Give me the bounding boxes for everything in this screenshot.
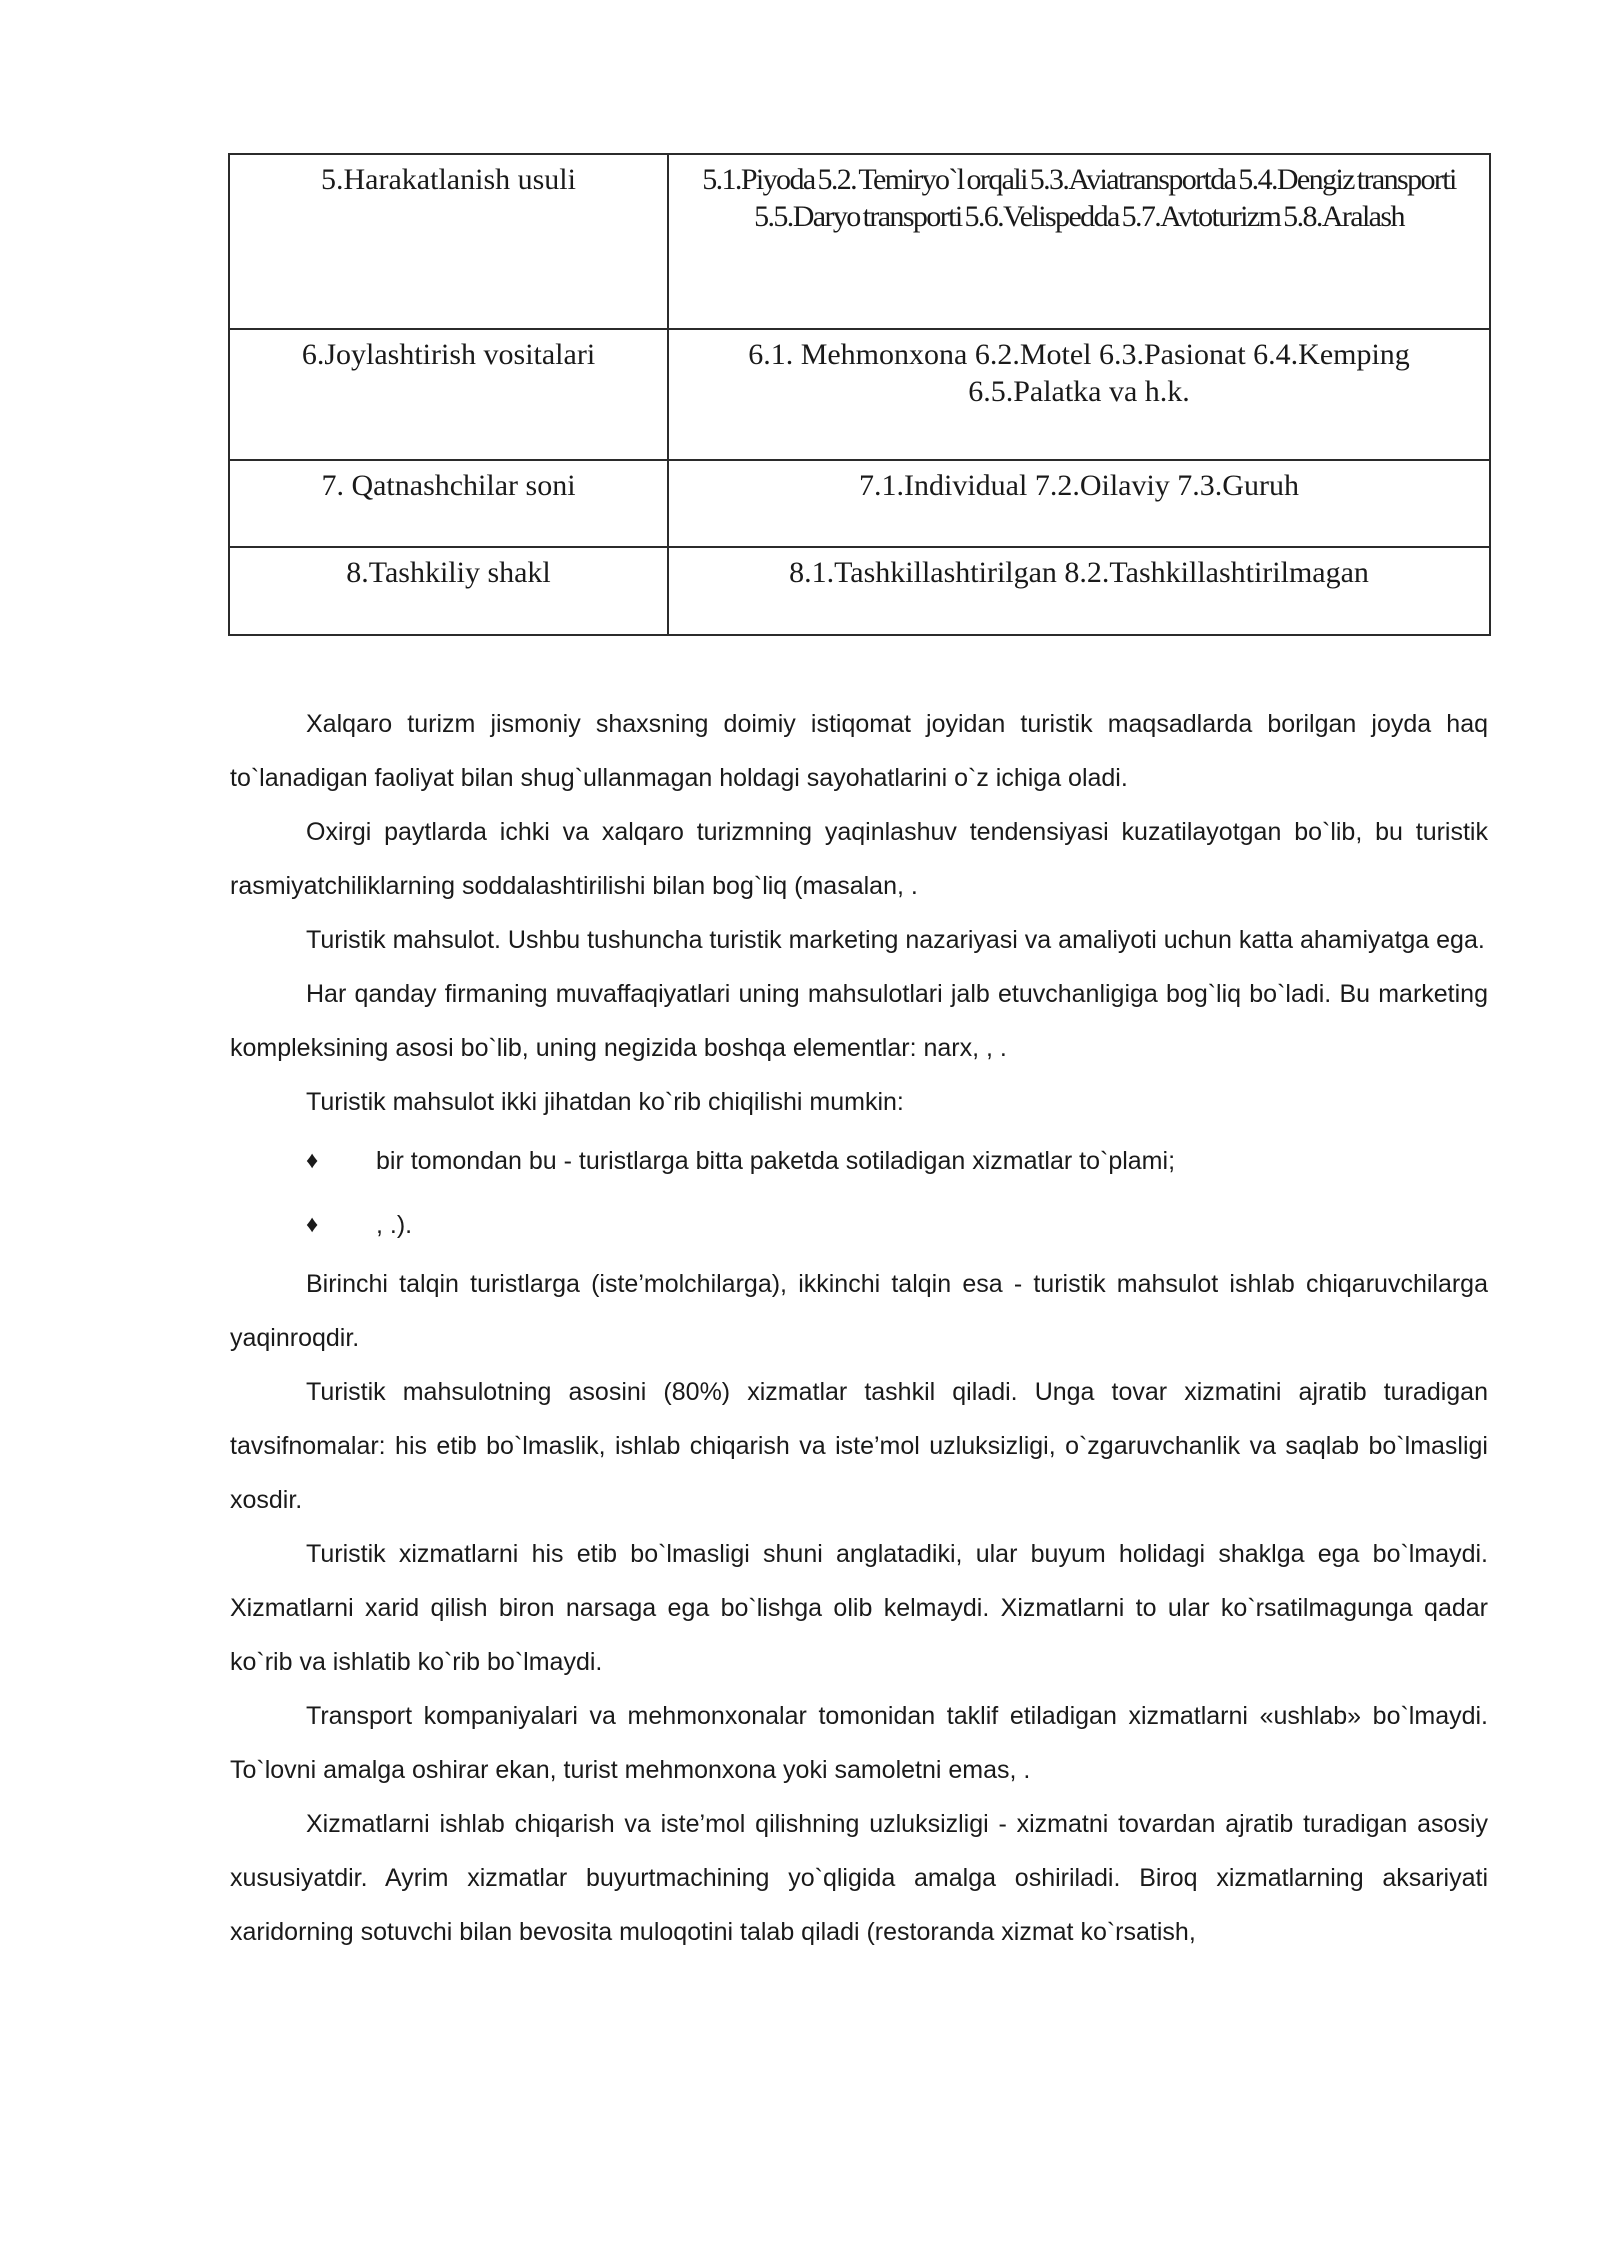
- table-row: [229, 460, 1490, 547]
- table-cell-value: 5.1.Piyoda 5.2. Temiryo`l orqali 5.3.Aviatransportda 5.4.Dengiz transporti 5.5.Daryo transporti 5.6.Velispedda 5.7.Avtoturizm 5.8.Aralash: [668, 154, 1490, 329]
- list-item: [230, 1193, 1488, 1257]
- list-item-text: bir tomondan bu - turistlarga bitta paketda sotiladigan xizmatlar to`plami;: [376, 1147, 1176, 1175]
- classification-table: [228, 153, 1491, 636]
- table-row: [229, 154, 1490, 329]
- paragraph: Birinchi talqin turistlarga (iste’molchilarga), ikkinchi talqin esa - turistik mahsulot ishlab chiqaruvchilarga yaqinroqdir.: [230, 1270, 1488, 1352]
- table-cell-label: 7. Qatnashchilar soni: [229, 460, 668, 547]
- paragraph: Transport kompaniyalari va mehmonxonalar tomonidan taklif etiladigan xizmatlarni «ushlab» bo`lmaydi. To`lovni amalga oshirar ekan, turist mehmonxona yoki samoletni emas, .: [230, 1702, 1488, 1784]
- diamond-bullet-icon: ♦: [306, 1147, 319, 1174]
- table-cell-label: 6.Joylashtirish vositalari: [229, 329, 668, 460]
- table-row: [229, 329, 1490, 460]
- diamond-bullet-icon: ♦: [306, 1211, 319, 1238]
- paragraph: Turistik mahsulotning asosini (80%) xizmatlar tashkil qiladi. Unga tovar xizmatini ajratib turadigan tavsifnomalar: his etib bo`lmaslik, ishlab chiqarish va iste’mol uzluksizligi, o`zgaruvchanlik va saqlab bo`lmasligi xosdir.: [230, 1378, 1488, 1514]
- table-cell-value: 8.1.Tashkillashtirilgan 8.2.Tashkillashtirilmagan: [668, 547, 1490, 635]
- paragraph: Xalqaro turizm jismoniy shaxsning doimiy istiqomat joyidan turistik maqsadlarda borilgan joyda haq to`lanadigan faoliyat bilan shug`ullanmagan holdagi sayohatlarini o`z ichiga oladi.: [230, 710, 1488, 792]
- table-cell-label: 8.Tashkiliy shakl: [229, 547, 668, 635]
- paragraph: Turistik xizmatlarni his etib bo`lmasligi shuni anglatadiki, ular buyum holidagi shaklga ega bo`lmaydi. Xizmatlarni xarid qilish biron narsaga ega bo`lishga olib kelmaydi. Xizmatlarni to ular ko`rsatilmagunga qadar ko`rib va ishlatib ko`rib bo`lmaydi.: [230, 1540, 1488, 1676]
- table-row: [229, 547, 1490, 635]
- table-cell-value: 6.1. Mehmonxona 6.2.Motel 6.3.Pasionat 6.4.Kemping 6.5.Palatka va h.k.: [668, 329, 1490, 460]
- table-cell-value: 7.1.Individual 7.2.Oilaviy 7.3.Guruh: [668, 460, 1490, 547]
- paragraph: Turistik mahsulot. Ushbu tushuncha turistik marketing nazariyasi va amaliyoti uchun katta ahamiyatga ega.: [306, 926, 1485, 954]
- paragraph: Har qanday firmaning muvaffaqiyatlari uning mahsulotlari jalb etuvchanligiga bog`liq bo`ladi. Bu marketing kompleksining asosi bo`lib, uning negizida boshqa elementlar: narx, , .: [230, 980, 1488, 1062]
- list-item: [230, 1129, 1488, 1193]
- paragraph: Xizmatlarni ishlab chiqarish va iste’mol qilishning uzluksizligi - xizmatni tovardan ajratib turadigan asosiy xususiyatdir. Ayrim xizmatlar buyurtmachining yo`qligida amalga oshiriladi. Biroq xizmatlarning aksariyati xaridorning sotuvchi bilan bevosita muloqotini talab qiladi (restoranda xizmat ko`rsatish,: [230, 1810, 1488, 1946]
- paragraph: Oxirgi paytlarda ichki va xalqaro turizmning yaqinlashuv tendensiyasi kuzatilayotgan bo`lib, bu turistik rasmiyatchiliklarning soddalashtirilishi bilan bog`liq (masalan, .: [230, 818, 1488, 900]
- body-text: [230, 697, 1488, 1959]
- list-item-text: , .).: [376, 1211, 413, 1239]
- table-cell-label: 5.Harakatlanish usuli: [229, 154, 668, 329]
- paragraph: Turistik mahsulot ikki jihatdan ko`rib chiqilishi mumkin:: [306, 1088, 904, 1116]
